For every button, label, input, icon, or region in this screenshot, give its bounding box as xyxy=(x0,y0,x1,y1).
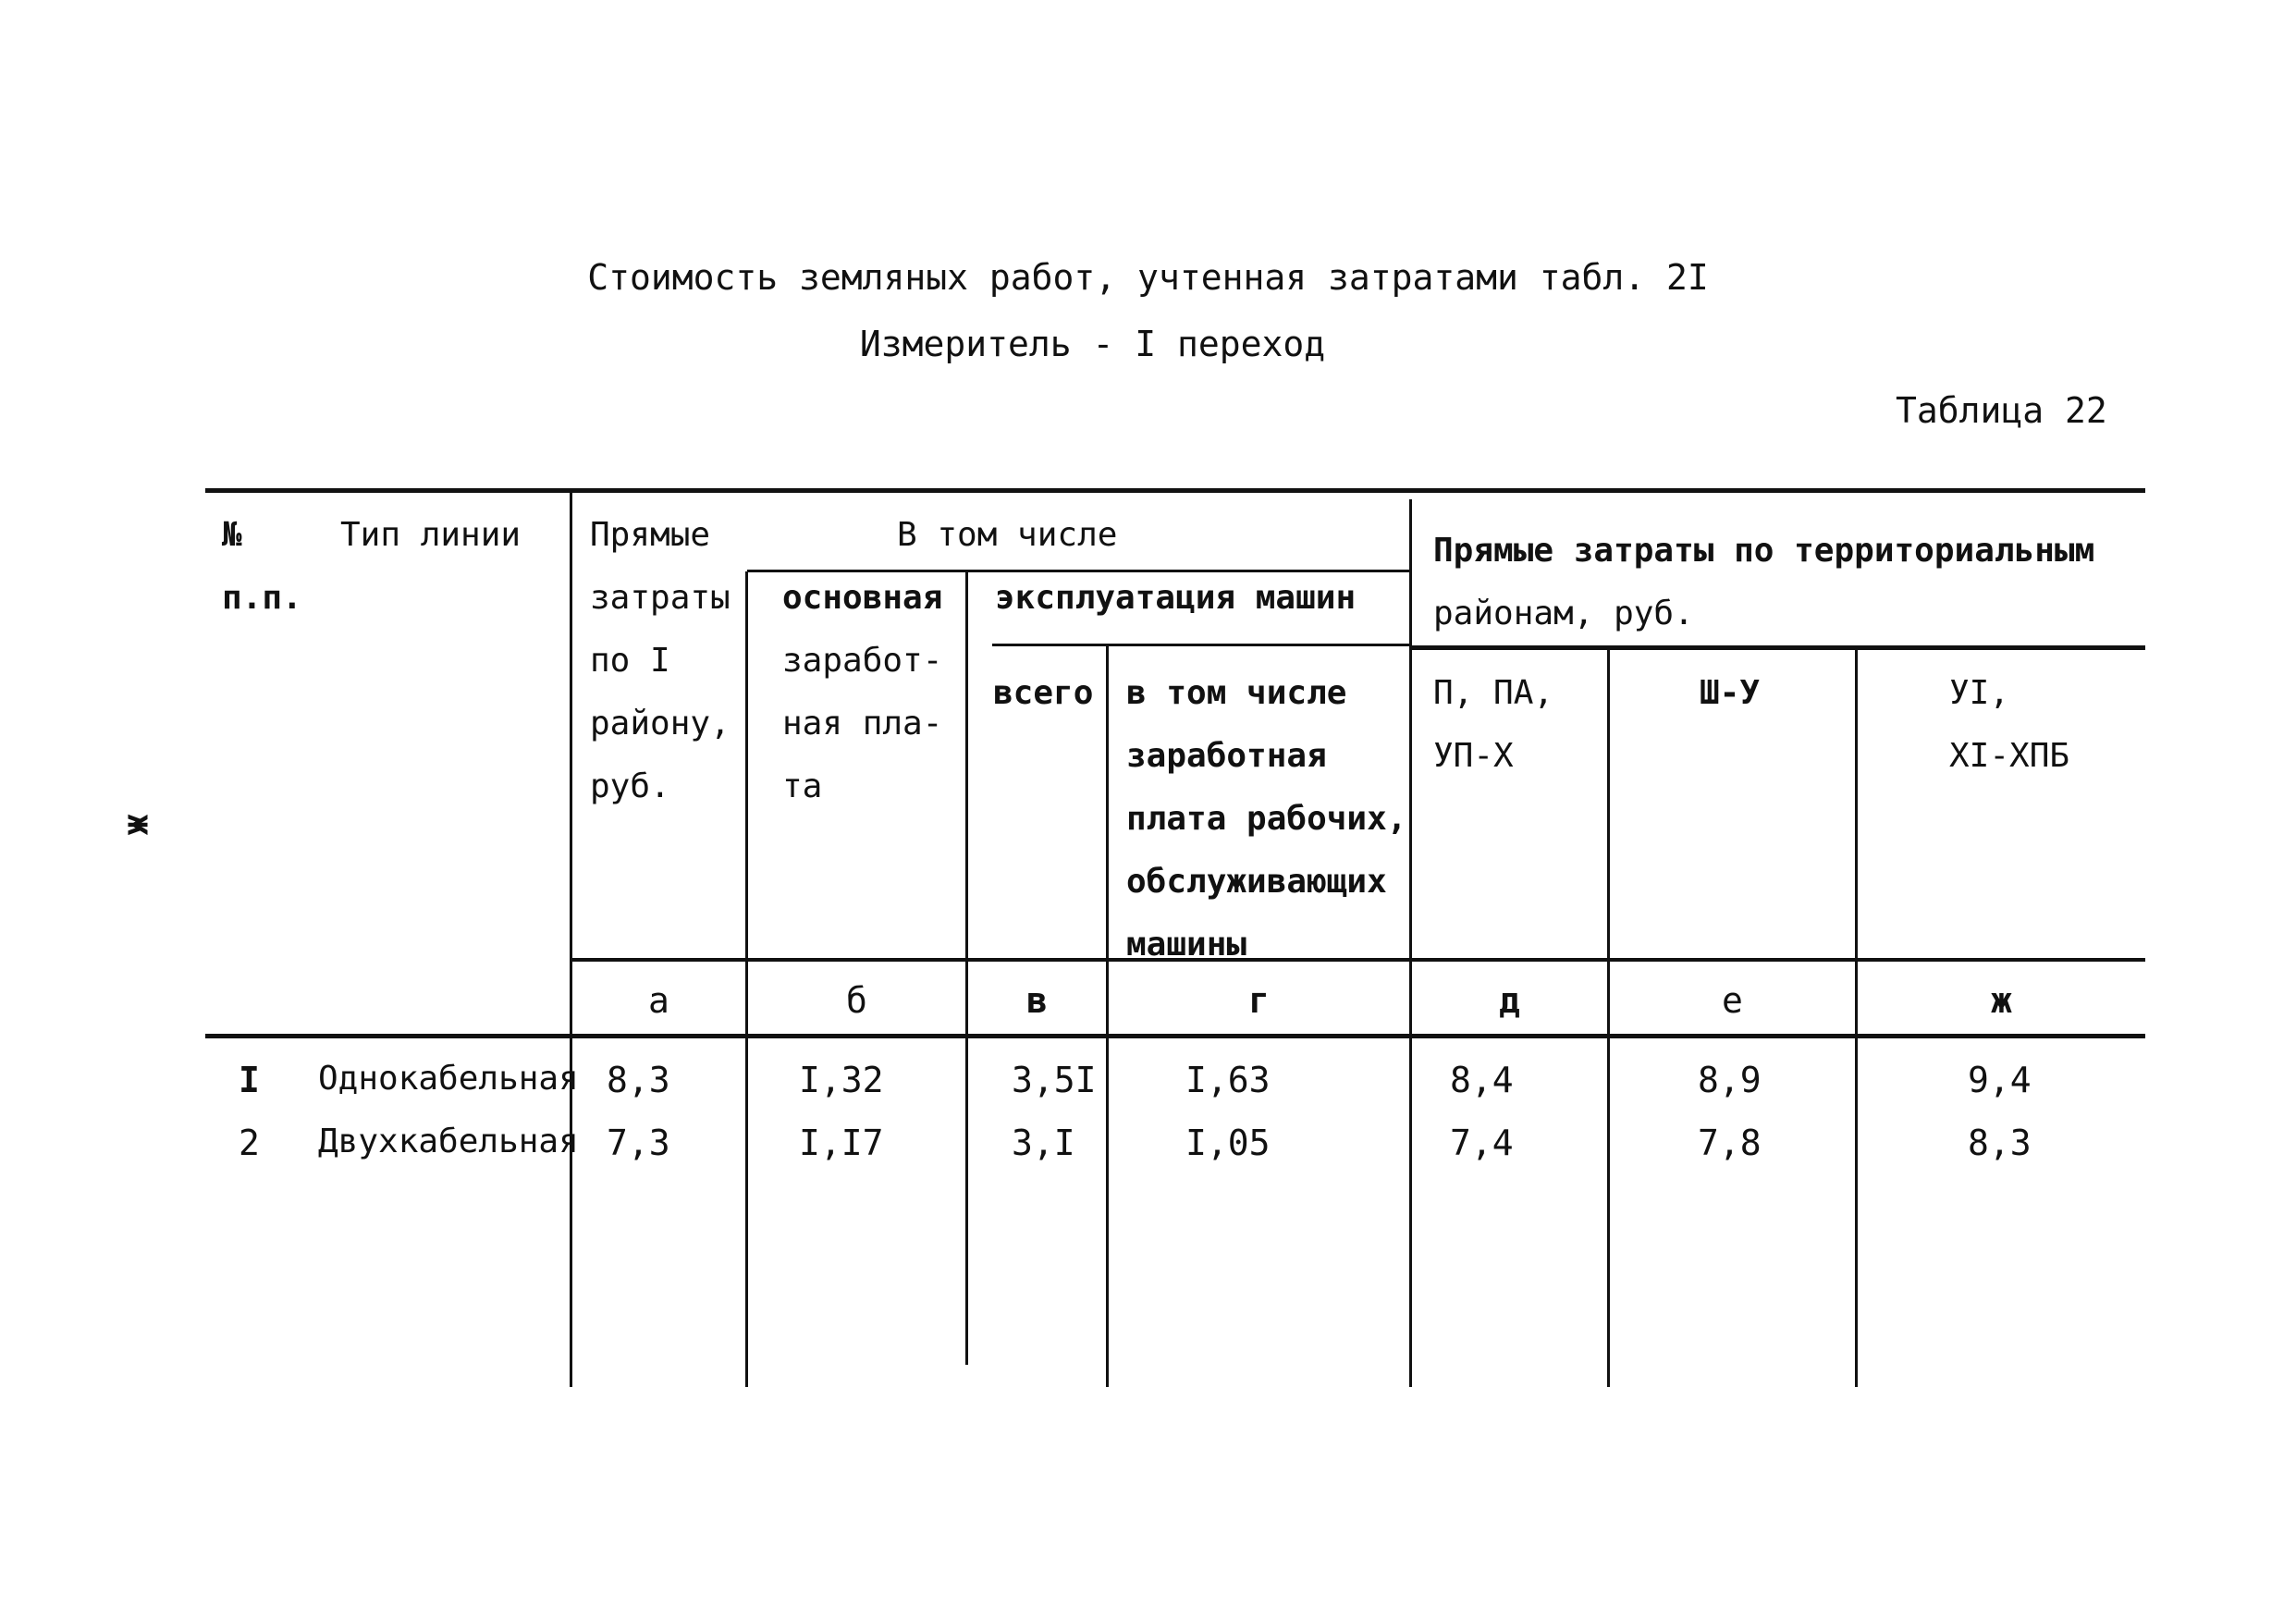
row-v: 3,5I xyxy=(1012,1060,1097,1100)
row-e: 8,9 xyxy=(1698,1060,1762,1100)
table-label: Таблица 22 xyxy=(1896,390,2107,431)
row-d: 8,4 xyxy=(1450,1060,1514,1100)
document-title: Стоимость земляных работ, учтенная затратами табл. 2I xyxy=(587,257,1709,298)
side-mark: ж xyxy=(119,814,161,836)
row-b: I,I7 xyxy=(799,1123,884,1163)
header-num: № п.п. xyxy=(222,516,302,617)
row-num: 2 xyxy=(239,1123,260,1163)
col-sep-3 xyxy=(965,571,968,1365)
row-zh: 8,3 xyxy=(1968,1123,2032,1163)
row-g: I,05 xyxy=(1185,1123,1271,1163)
letter-e: е xyxy=(1722,980,1743,1021)
machine-rule xyxy=(992,644,1411,646)
header-line-type: Тип линии xyxy=(340,516,522,554)
header-machine-operation: эксплуатация машин xyxy=(995,579,1357,617)
row-type: Двухкабельная xyxy=(318,1123,579,1160)
header-region-1: П, ПА, УП-Х xyxy=(1433,674,1554,775)
row-a: 7,3 xyxy=(607,1123,670,1163)
document-subtitle: Измеритель - I переход xyxy=(859,324,1326,364)
header-territorial: Прямые затраты по территориальным районам, руб. xyxy=(1433,532,2095,632)
header-region-3: УI, XI-ХПБ xyxy=(1949,674,2070,775)
top-rule xyxy=(205,488,2145,493)
territorial-rule xyxy=(1411,645,2145,650)
letter-v: в xyxy=(1026,980,1048,1021)
header-including: В том числе xyxy=(897,516,1118,554)
row-d: 7,4 xyxy=(1450,1123,1514,1163)
col-sep-5 xyxy=(1409,499,1412,1387)
letter-a: а xyxy=(648,980,669,1021)
header-base-salary: основная заработ- ная пла- та xyxy=(782,579,943,805)
letter-b: б xyxy=(846,980,867,1021)
letter-g: г xyxy=(1248,980,1270,1021)
row-v: 3,I xyxy=(1012,1123,1075,1163)
row-num: I xyxy=(239,1060,260,1100)
row-type: Однокабельная xyxy=(318,1060,579,1098)
header-region-2: Ш-У xyxy=(1700,674,1761,712)
header-direct-costs: Прямые затраты по I району, руб. xyxy=(590,516,731,805)
col-sep-1 xyxy=(570,488,572,1387)
letter-d: д xyxy=(1499,980,1520,1021)
header-total: всего xyxy=(993,674,1094,712)
row-g: I,63 xyxy=(1185,1060,1271,1100)
header-including-salary: в том числе заработная плата рабочих, обслуживающих машины xyxy=(1126,674,1407,963)
row-e: 7,8 xyxy=(1698,1123,1762,1163)
row-zh: 9,4 xyxy=(1968,1060,2032,1100)
row-b: I,32 xyxy=(799,1060,884,1100)
letter-zh: ж xyxy=(1991,980,2012,1021)
row-a: 8,3 xyxy=(607,1060,670,1100)
col-sep-2 xyxy=(745,571,748,1387)
